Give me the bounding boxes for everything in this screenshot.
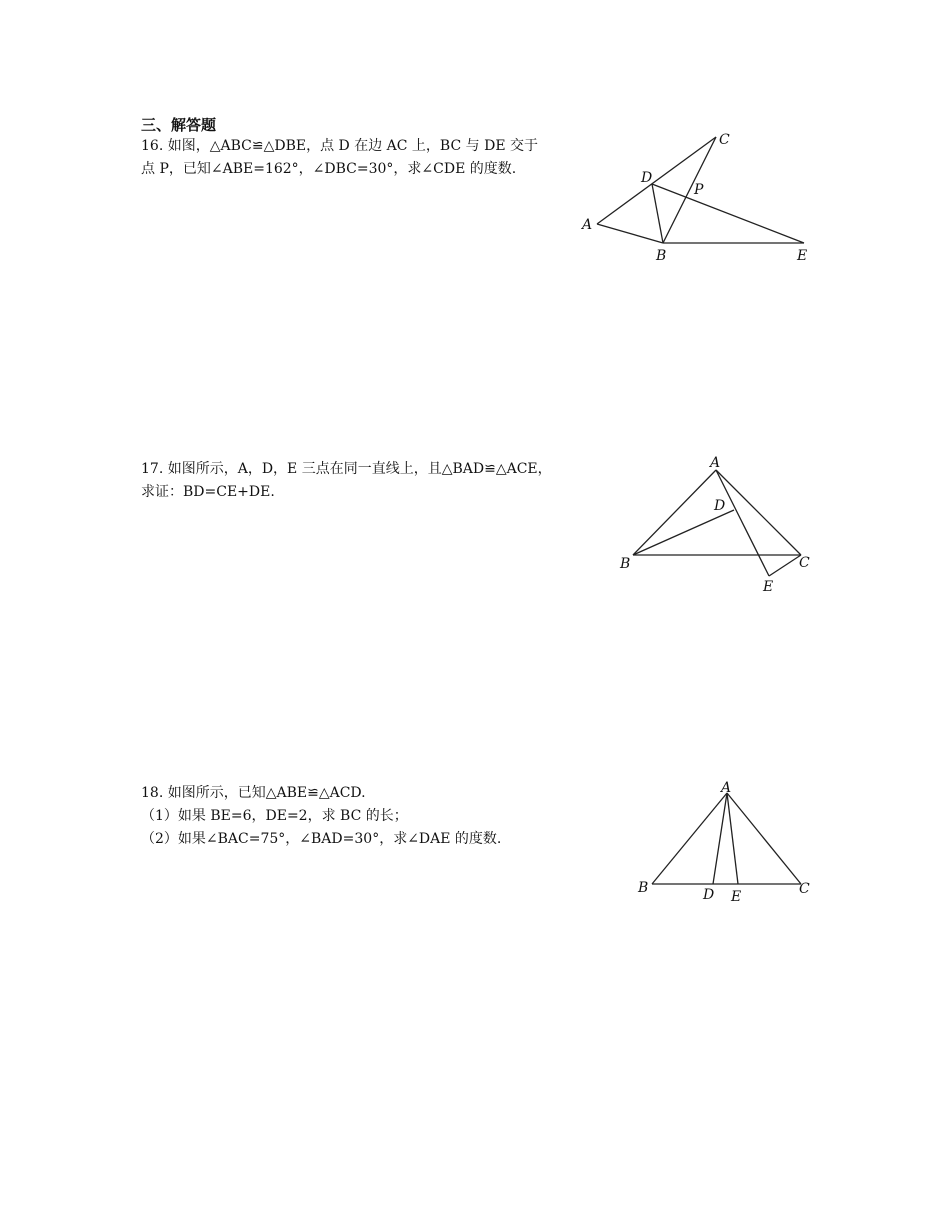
label-B: B xyxy=(656,248,667,264)
problem-18-line-3: （2）如果∠BAC=75°，∠BAD=30°，求∠DAE 的度数. xyxy=(141,831,502,847)
problem-16-line-2: 点 P，已知∠ABE=162°，∠DBC=30°，求∠CDE 的度数. xyxy=(141,161,517,177)
label-A: A xyxy=(710,455,721,471)
label-E: E xyxy=(731,889,742,905)
label-B: B xyxy=(638,880,649,896)
label-D: D xyxy=(641,170,653,186)
label-D: D xyxy=(714,498,726,514)
segment-AC xyxy=(727,793,801,884)
label-D: D xyxy=(703,887,715,903)
section-title: 三、解答题 xyxy=(141,116,217,134)
problem-18-line-2: （1）如果 BE=6，DE=2，求 BC 的长； xyxy=(141,808,408,824)
label-C: C xyxy=(799,881,810,897)
problem-16-line-1: 16. 如图，△ABC≌△DBE，点 D 在边 AC 上，BC 与 DE 交于 xyxy=(141,138,538,154)
segment-AE xyxy=(727,793,738,884)
problem-18-line-1: 18. 如图所示，已知△ABE≌△ACD. xyxy=(141,785,366,801)
problem-17-line-1: 17. 如图所示，A，D，E 三点在同一直线上，且△BAD≌△ACE， xyxy=(141,461,552,477)
label-E: E xyxy=(797,248,808,264)
label-A: A xyxy=(721,780,732,796)
problem-17-line-2: 求证：BD=CE+DE. xyxy=(141,484,275,500)
label-P: P xyxy=(694,182,704,198)
label-A: A xyxy=(582,217,593,233)
label-C: C xyxy=(799,555,810,571)
label-B: B xyxy=(620,556,631,572)
label-E: E xyxy=(763,579,774,595)
label-C: C xyxy=(719,132,730,148)
